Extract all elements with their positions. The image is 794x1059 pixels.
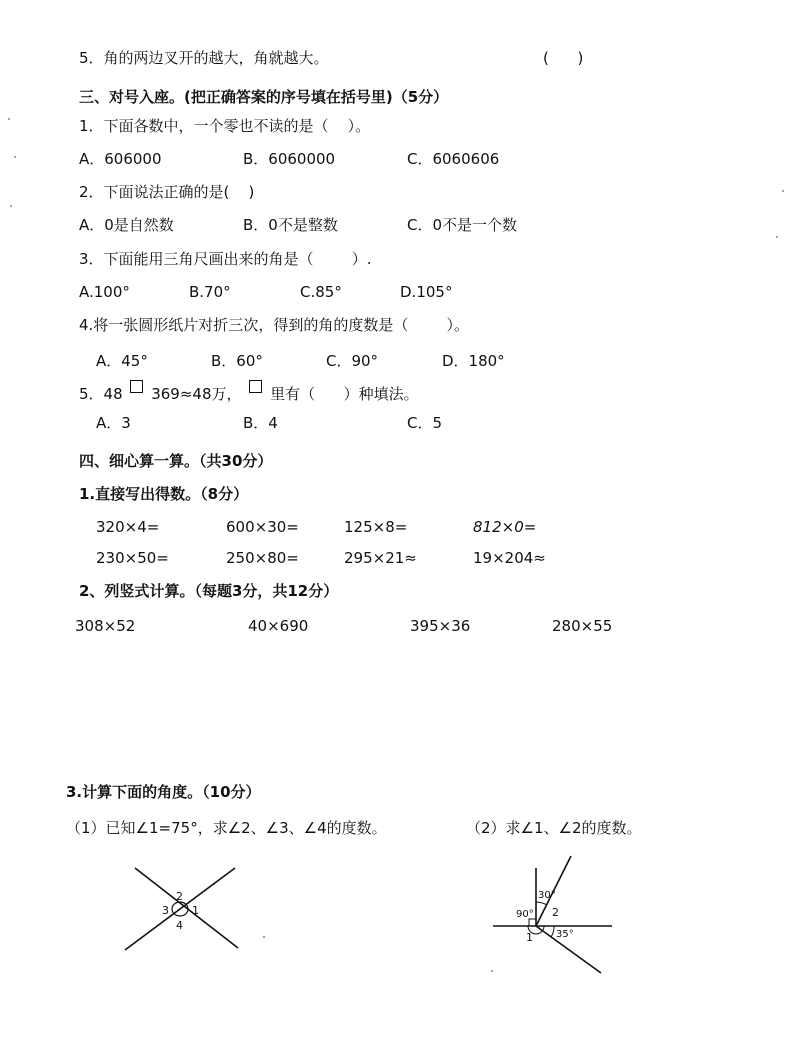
s3-q3: 3．下面能用三角尺画出来的角是（ ）. (79, 250, 372, 268)
fig1-label-4: 4 (176, 919, 183, 932)
angles-figure (488, 850, 618, 980)
scan-speck (8, 118, 10, 120)
calc-r1-c4: 812×0= (473, 518, 537, 536)
s4-sub1: 1.直接写出得数。（8分） (79, 485, 249, 503)
fig2-label-1: 1 (526, 931, 533, 944)
s3-q2-opt-c: C．0不是一个数 (407, 216, 518, 234)
line-b (125, 868, 235, 950)
blank-square-icon (249, 380, 262, 393)
line-a (135, 868, 238, 948)
s3-q4-opt-c: C．90° (326, 352, 379, 370)
scan-speck (14, 156, 16, 158)
angle-arc-icon (551, 926, 554, 937)
s3-q3-opt-d: D.105° (400, 283, 453, 301)
scan-speck (491, 970, 493, 972)
s4-sub2: 2、列竖式计算。（每题3分，共12分） (79, 582, 339, 600)
s3-q1-opt-b: B．6060000 (243, 150, 336, 168)
s3-q5-part-c: 里有（ ）种填法。 (270, 385, 419, 403)
calc-r2-c3: 295×21≈ (344, 549, 417, 567)
intersecting-lines-figure (120, 860, 250, 955)
s3-q2-opt-a: A．0是自然数 (79, 216, 174, 234)
s3-q5-opt-a: A．3 (96, 414, 131, 432)
fig2-angle-90: 90° (516, 909, 534, 920)
s3-q4-opt-a: A．45° (96, 352, 148, 370)
s3-q5-opt-b: B．4 (243, 414, 278, 432)
fig1-label-3: 3 (162, 904, 169, 917)
calc-r2-c1: 230×50= (96, 549, 169, 567)
judge-q5-bracket: ( ) (543, 49, 584, 67)
s3-q3-opt-c: C.85° (300, 283, 342, 301)
judge-q5: 5．角的两边叉开的越大，角就越大。 (79, 49, 329, 67)
s3-q5-opt-c: C．5 (407, 414, 443, 432)
s3-q2: 2．下面说法正确的是( ) (79, 183, 255, 201)
s3-q1: 1．下面各数中，一个零也不读的是（ ）。 (79, 117, 371, 135)
calc-r2-c2: 250×80= (226, 549, 299, 567)
vertical-calc-1: 308×52 (75, 617, 136, 635)
calc-r2-c4: 19×204≈ (473, 549, 546, 567)
angle-arc-icon (536, 902, 547, 905)
angle-problem-1: （1）已知∠1=75°，求∠2、∠3、∠4的度数。 (66, 819, 387, 837)
right-angle-icon (529, 919, 536, 926)
vertical-calc-3: 395×36 (410, 617, 471, 635)
s3-q1-opt-c: C．6060606 (407, 150, 500, 168)
angle-problem-2: （2）求∠1、∠2的度数。 (466, 819, 642, 837)
calc-r1-c1: 320×4= (96, 518, 160, 536)
calc-r1-c3: 125×8= (344, 518, 408, 536)
vertical-calc-4: 280×55 (552, 617, 613, 635)
s3-q3-opt-a: A.100° (79, 283, 130, 301)
fig1-label-2: 2 (176, 890, 183, 903)
vertical-calc-2: 40×690 (248, 617, 309, 635)
s4-sub3: 3.计算下面的角度。（10分） (66, 783, 261, 801)
s3-q1-opt-a: A．606000 (79, 150, 162, 168)
blank-square-icon (130, 380, 143, 393)
s3-q4-opt-d: D．180° (442, 352, 505, 370)
scan-speck (10, 205, 12, 207)
scan-speck (263, 936, 265, 938)
section3-title: 三、对号入座。(把正确答案的序号填在括号里)（5分） (79, 88, 449, 106)
s3-q4: 4.将一张圆形纸片对折三次，得到的角的度数是（ ）。 (79, 316, 469, 334)
s3-q2-opt-b: B．0不是整数 (243, 216, 338, 234)
s3-q5 (79, 380, 419, 403)
fig2-angle-30: 30° (538, 890, 556, 901)
fig1-label-1: 1 (192, 904, 199, 917)
section4-title: 四、细心算一算。（共30分） (79, 452, 273, 470)
fig2-angle-35: 35° (556, 929, 574, 940)
fig2-label-2: 2 (552, 906, 559, 919)
s3-q5-part-b: 369≈48万， (151, 385, 242, 403)
calc-r1-c2: 600×30= (226, 518, 299, 536)
s3-q3-opt-b: B.70° (189, 283, 231, 301)
s3-q5-part-a: 5．48 (79, 385, 123, 403)
scan-speck (776, 236, 778, 238)
s3-q4-opt-b: B．60° (211, 352, 263, 370)
scan-speck (782, 190, 784, 192)
